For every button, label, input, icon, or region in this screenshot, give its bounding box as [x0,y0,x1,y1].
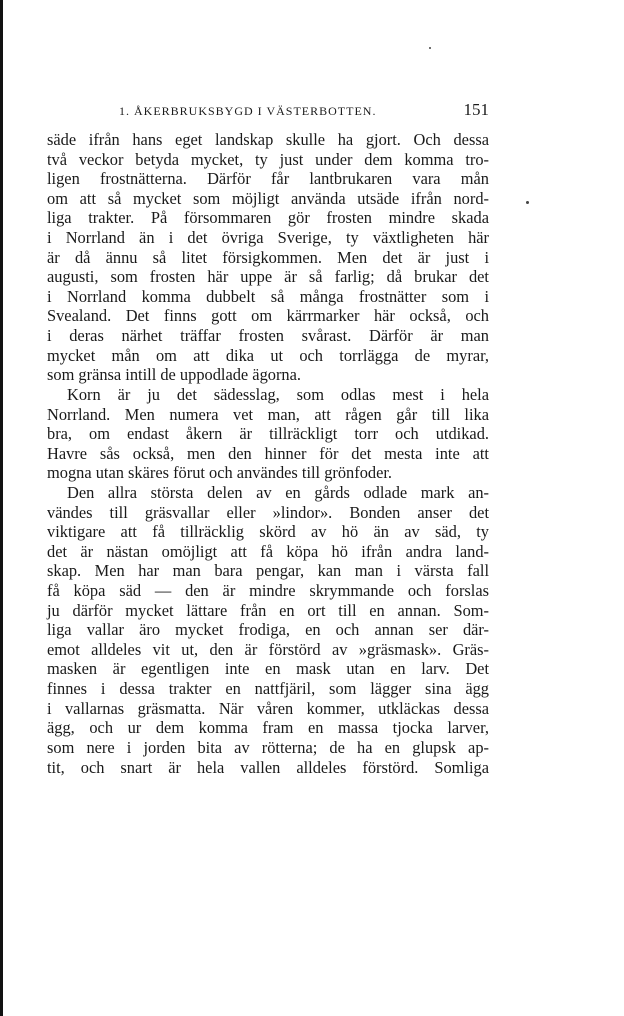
text-line: Korn är ju det sädesslag, som odlas mest i hela [67,384,489,404]
page-header [47,100,489,122]
text-line: i Norrland komma dubbelt så många frostnätter som i [47,286,489,306]
text-line: liga vallar äro mycket frodiga, en och annan ser där- [47,620,489,640]
text-line: Svealand. Det finns gott om kärrmarker här också, och [47,306,489,326]
text-line: masken är egentligen inte en mask utan en larv. Det [47,659,489,679]
text-line: Norrland. Men numera vet man, att rågen går till lika [47,404,489,424]
text-line: finnes i dessa trakter en nattfjäril, som lägger sina ägg [47,679,489,699]
paper-speck [429,47,431,49]
text-line: ligen frostnätterna. Därför får lantbrukaren vara mån [47,169,489,189]
text-line: det är nästan omöjligt att få köpa hö ifrån andra land- [47,541,489,561]
text-line: emot alldeles vit ut, den är förstörd av »gräsmask». Gräs- [47,639,489,659]
text-line: skap. Men har man bara pengar, kan man i värsta fall [47,561,489,581]
text-line: augusti, som frosten här uppe är så farlig; då brukar det [47,267,489,287]
text-line: i deras närhet träffar frosten svårast. Därför är man [47,326,489,346]
text-line: viktigare att få tillräcklig skörd av hö än av säd, ty [47,522,489,542]
text-line: två veckor betyda mycket, ty just under dem komma tro- [47,149,489,169]
body-text [47,130,489,777]
text-line: är då ännu så litet försigkommen. Men det är just i [47,247,489,267]
text-line: om att så mycket som möjligt använda utsäde ifrån nord- [47,188,489,208]
text-line: få köpa säd — den är mindre skrymmande och forslas [47,581,489,601]
text-line: Havre sås också, men den hinner för det mesta inte att [47,443,489,463]
text-line: mycket mån om att dika ut och torrlägga de myrar, [47,345,489,365]
text-line: ju därför mycket lättare från en ort till en annan. Som- [47,600,489,620]
text-line: ägg, och ur dem komma fram en massa tjocka larver, [47,718,489,738]
text-line: som nere i jorden bita av rötterna; de ha en glupsk ap- [47,737,489,757]
text-line: som gränsa intill de uppodlade ägorna. [47,365,301,385]
page-edge-line [0,0,3,1016]
text-line: Den allra största delen av en gårds odlade mark an- [67,482,489,502]
text-line: i Norrland än i det övriga Sverige, ty växtligheten här [47,228,489,248]
text-line: liga trakter. På försommaren gör frosten mindre skada [47,208,489,228]
text-line: säde ifrån hans eget landskap skulle ha gjort. Och dessa [47,130,489,149]
text-line: i vallarnas gräsmatta. När våren kommer, utkläckas dessa [47,698,489,718]
text-line: tit, och snart är hela vallen alldeles förstörd. Somliga [47,757,489,777]
text-line: bra, om endast åkern är tillräckligt torr och utdikad. [47,424,489,444]
paper-speck [526,201,529,204]
text-line: vändes till gräsvallar eller »lindor». Bonden anser det [47,502,489,522]
running-title: 1. ÅKERBRUKSBYGD I VÄSTERBOTTEN. [119,104,377,118]
page-number: 151 [463,100,489,119]
text-line: mogna utan skäres förut och användes till grönfoder. [47,463,393,483]
